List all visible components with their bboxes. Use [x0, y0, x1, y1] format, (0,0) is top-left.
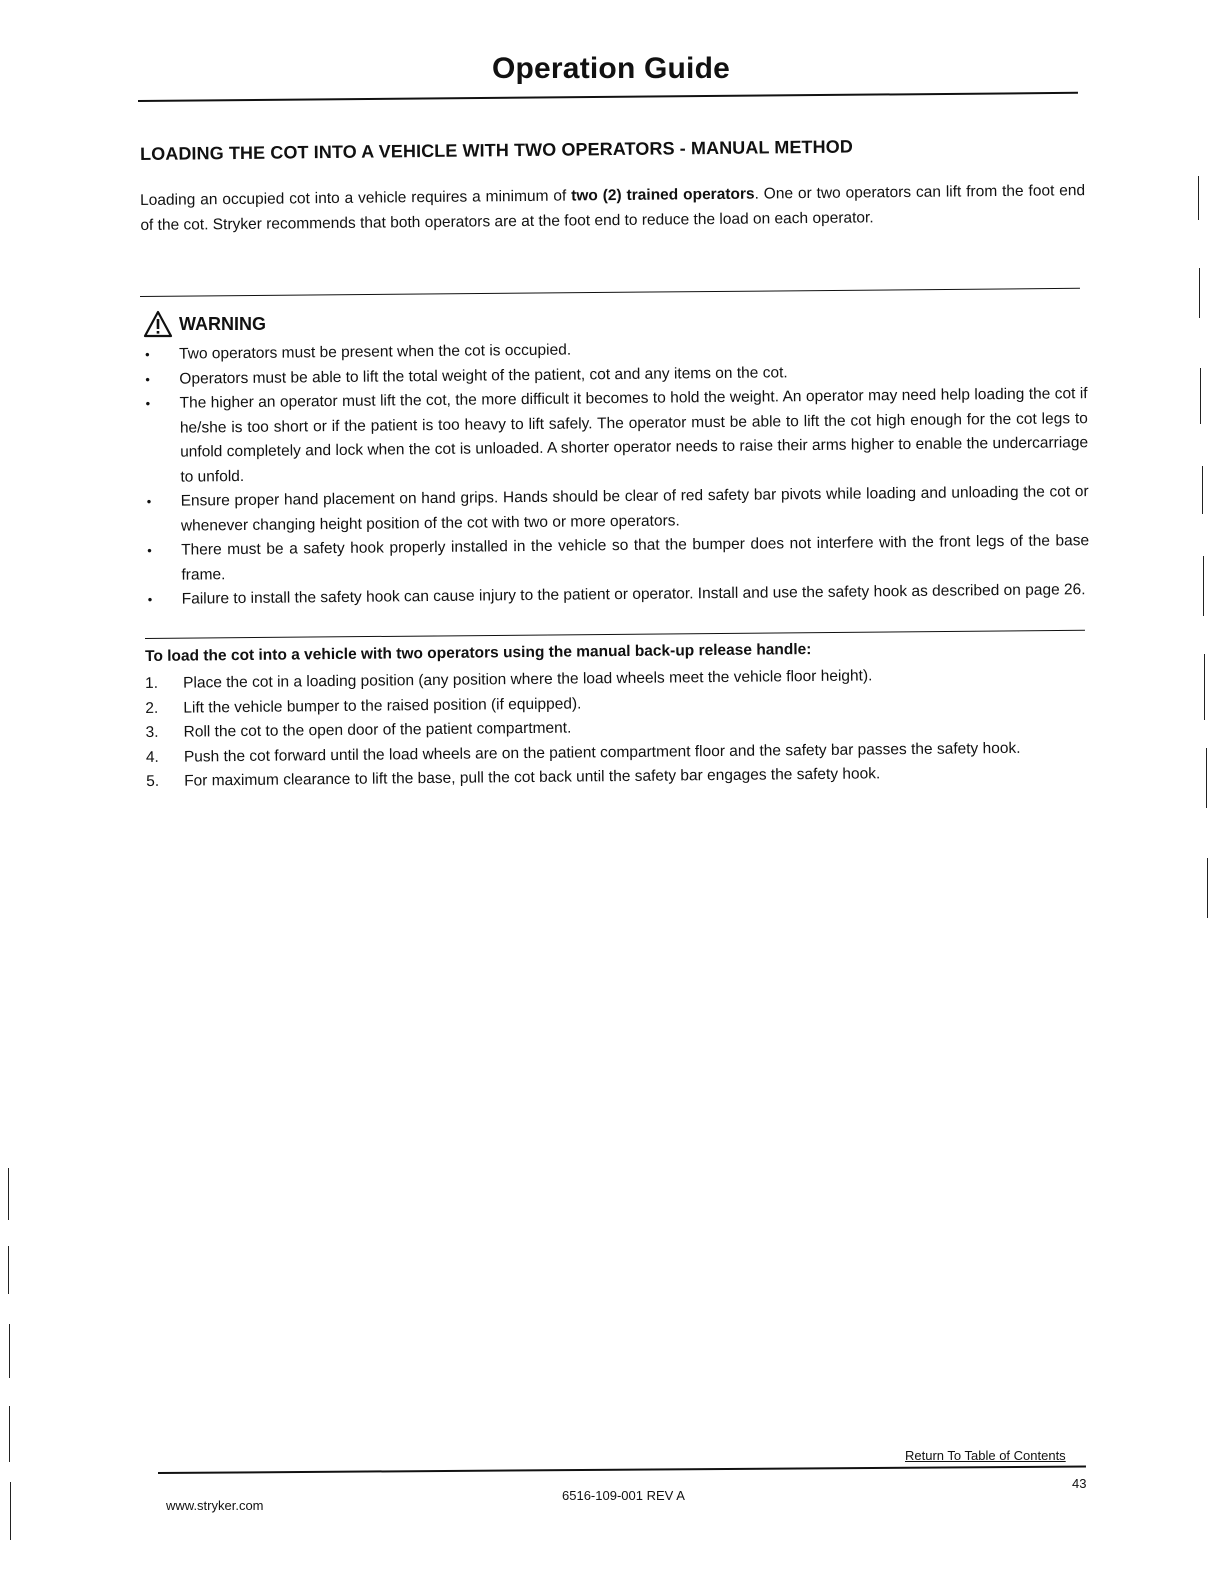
- bullet: •: [145, 346, 150, 362]
- bullet: •: [146, 493, 152, 509]
- bullet: •: [145, 395, 151, 411]
- warning-top-rule: [140, 288, 1080, 297]
- step-number: 3.: [145, 723, 159, 741]
- warning-item-text: Operators must be able to lift the total weight of the patient, cot and any items on the cot.: [179, 363, 788, 388]
- warning-triangle-icon: [143, 310, 173, 338]
- warning-item-text: Ensure proper hand placement on hand grips. Hands should be clear of red safety bar pivots while loading and unloading the cot or whenever changing height position of the cot with two or more operators.: [180, 483, 1089, 535]
- step-number: 1.: [145, 674, 159, 692]
- scan-edge-mark: [1200, 368, 1201, 424]
- scan-edge-mark: [9, 1406, 10, 1462]
- warning-list: [145, 333, 1090, 612]
- scan-edge-mark: [1198, 176, 1199, 220]
- scan-edge-mark: [1204, 654, 1205, 720]
- warning-bottom-rule: [145, 630, 1085, 639]
- scan-edge-mark: [10, 1482, 11, 1540]
- step-text: For maximum clearance to lift the base, pull the cot back until the safety bar engages the safety hook.: [184, 765, 881, 790]
- scan-edge-mark: [8, 1168, 9, 1220]
- bullet: •: [147, 591, 153, 607]
- step-text: Place the cot in a loading position (any position where the load wheels meet the vehicle floor height).: [183, 667, 873, 692]
- section-heading: LOADING THE COT INTO A VEHICLE WITH TWO OPERATORS - MANUAL METHOD: [140, 136, 853, 164]
- step-number: 2.: [145, 699, 159, 717]
- scan-edge-mark: [1207, 858, 1208, 918]
- procedure-intro: To load the cot into a vehicle with two operators using the manual back-up release handle:: [145, 641, 812, 665]
- title-rule: [138, 92, 1078, 102]
- step-text: Lift the vehicle bumper to the raised position (if equipped).: [183, 694, 582, 717]
- intro-text-emphasis: two (2) trained operators: [571, 185, 755, 205]
- bullet: •: [145, 371, 151, 387]
- footer-doc-number: 6516-109-001 REV A: [562, 1488, 685, 1503]
- return-to-toc-link[interactable]: Return To Table of Contents: [905, 1448, 1066, 1463]
- scan-edge-mark: [9, 1324, 10, 1378]
- scan-edge-mark: [1199, 268, 1200, 318]
- scan-edge-mark: [1202, 466, 1203, 514]
- bullet: •: [147, 542, 152, 558]
- step-number: 4.: [145, 748, 159, 766]
- warning-heading: [143, 310, 266, 338]
- warning-item: [146, 382, 1089, 490]
- scan-edge-mark: [1203, 556, 1204, 616]
- footer-url: www.stryker.com: [166, 1498, 264, 1513]
- footer-rule: [158, 1466, 1086, 1474]
- warning-item-text: Failure to install the safety hook can cause injury to the patient or operator. Install and use the safety hook as described on page 26.: [181, 581, 1086, 608]
- step-text: Roll the cot to the open door of the patient compartment.: [183, 719, 572, 741]
- intro-paragraph: [140, 178, 1085, 238]
- warning-item-text: There must be a safety hook properly installed in the vehicle so that the bumper does not interfere with the front legs of the base frame.: [181, 532, 1090, 584]
- page-title: Operation Guide: [491, 52, 731, 85]
- intro-text-part-1: Loading an occupied cot into a vehicle requires a minimum of: [140, 187, 572, 209]
- warning-item-text: Two operators must be present when the cot is occupied.: [179, 341, 572, 363]
- scan-edge-mark: [1206, 748, 1207, 808]
- intro-text-part-2: . One or two operators can lift from the foot end of the cot. Stryker recommends that both operators are at the foot end to reduce the load on each operator.: [140, 182, 1086, 234]
- scan-edge-mark: [8, 1246, 9, 1294]
- page-number: 43: [1072, 1476, 1087, 1491]
- procedure-steps: [145, 662, 1091, 794]
- step-text: Push the cot forward until the load wheels are on the patient compartment floor and the safety bar passes the safety hook.: [183, 739, 1021, 766]
- warning-item-text: The higher an operator must lift the cot, the more difficult it becomes to hold the weight. An operator may need help loading the cot if he/she is too short or if the patient is too heavy to lift safely. The operator must be able to lift the cot high enough for the cot legs to unfold completely and lock when the cot is unloaded. A shorter operator needs to raise their arms higher to enable the undercarriage to unfold.: [179, 385, 1089, 486]
- step-number: 5.: [146, 772, 160, 790]
- warning-title: WARNING: [179, 313, 266, 334]
